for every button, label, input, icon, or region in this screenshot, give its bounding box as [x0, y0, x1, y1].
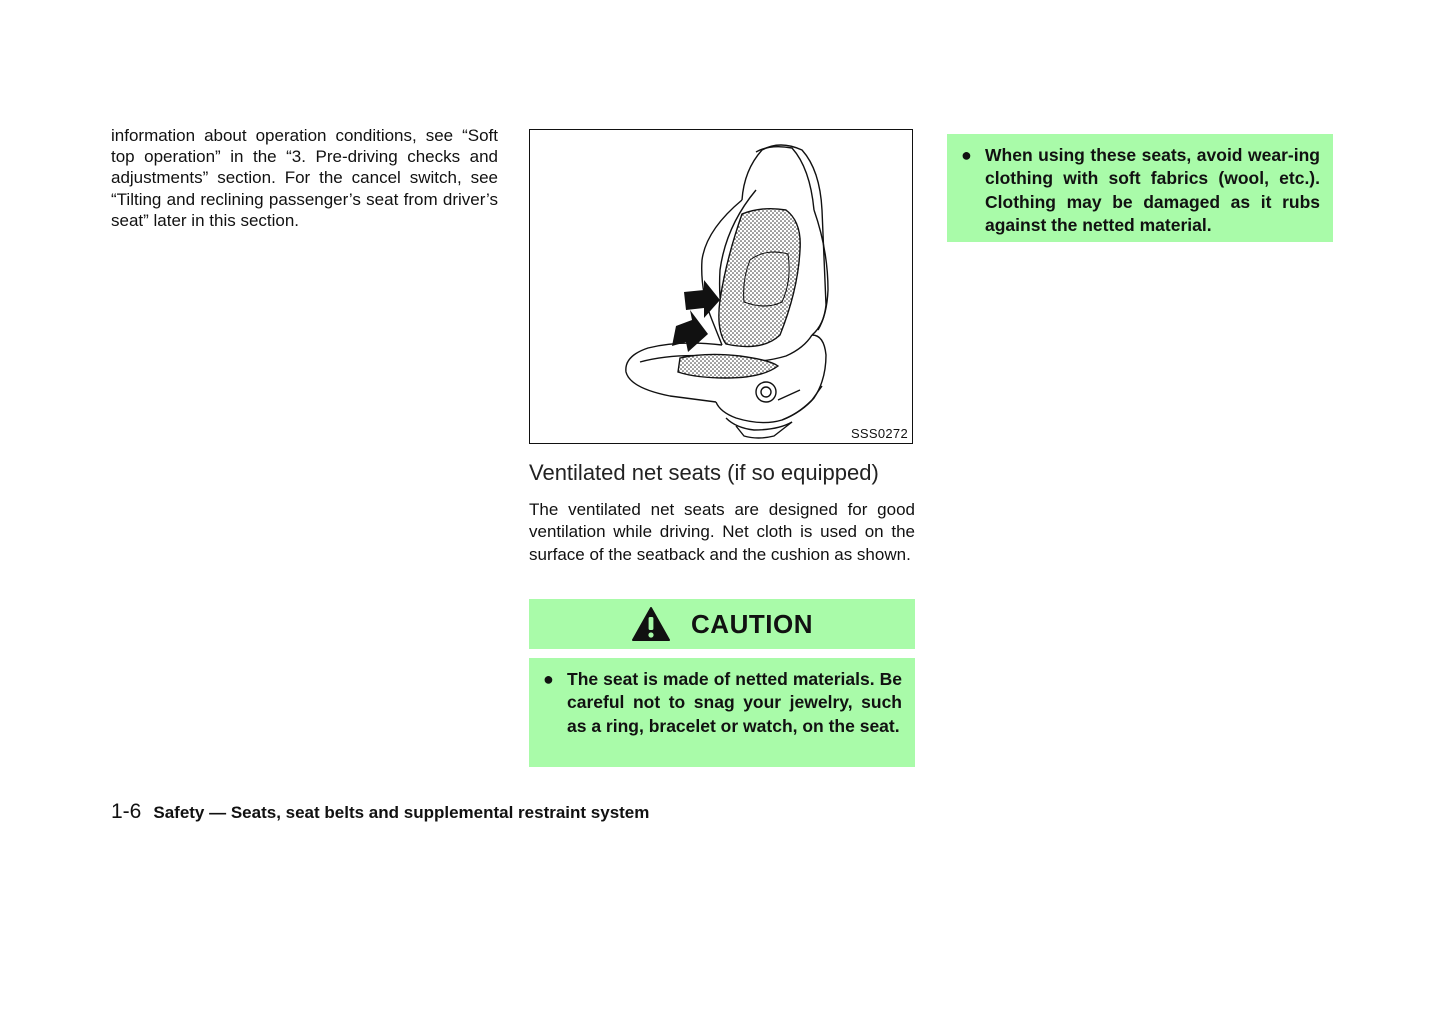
warning-triangle-icon — [631, 606, 671, 642]
caution-box — [529, 658, 915, 767]
caution-box-continued — [947, 134, 1333, 242]
figure-code: SSS0272 — [850, 426, 908, 441]
list-item — [543, 668, 902, 738]
seat-illustration — [530, 130, 914, 445]
caution-text-continued: When using these seats, avoid wear-ing clothing with soft fabrics (wool, etc.). Clothing may be damaged as it rubs against the netted material. — [985, 145, 1320, 236]
bullet-icon: ● — [543, 669, 554, 689]
list-item — [961, 144, 1320, 238]
section-body: The ventilated net seats are designed for good ventilation while driving. Net cloth is used on the surface of the seatback and the cushion as shown. — [529, 500, 915, 564]
caution-label: CAUTION — [691, 608, 813, 639]
bullet-icon: ● — [961, 145, 972, 165]
caution-header — [529, 599, 915, 649]
intro-paragraph: information about operation conditions, see “Soft top operation” in the “3. Pre-driving checks and adjustments” section. For the cancel switch, see “Tilting and reclining passenger’s seat from driver’s seat” later in this section. — [111, 126, 498, 230]
page-footer — [111, 800, 649, 824]
seat-figure — [529, 129, 913, 444]
footer-title: Safety — Seats, seat belts and supplemental restraint system — [153, 803, 650, 822]
caution-text: The seat is made of netted materials. Be careful not to snag your jewelry, such as a ring, bracelet or watch, on the seat. — [567, 669, 902, 736]
section-heading: Ventilated net seats (if so equipped) — [529, 460, 879, 485]
page-number: 1-6 — [111, 800, 142, 823]
